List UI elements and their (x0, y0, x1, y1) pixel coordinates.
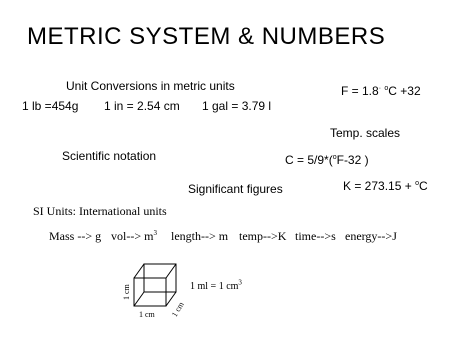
si-length: length--> m (171, 229, 229, 243)
cube-depth-label: 1 cm (170, 300, 186, 319)
scientific-notation-heading: Scientific notation (62, 149, 157, 163)
si-mass: Mass --> g (49, 229, 102, 243)
fahrenheit-formula: F = 1.8· $^o$C +32 (341, 84, 421, 98)
celsius-formula: C = 5/9*($^o$F-32 ) (285, 153, 369, 167)
conversion-in: 1 in = 2.54 cm (104, 99, 180, 113)
page-title: METRIC SYSTEM & NUMBERS (27, 23, 386, 50)
temp-scales-heading: Temp. scales (330, 126, 401, 140)
si-temp: temp-->K (239, 229, 287, 243)
conversion-lb: 1 lb =454g (22, 99, 79, 113)
ml-equivalence: 1 ml = 1 $cm^3$ (190, 278, 242, 292)
si-units-heading: SI Units: International units (33, 204, 167, 218)
unit-conversions-heading: Unit Conversions in metric units (66, 79, 235, 93)
cube-height-label: 1 cm (122, 284, 131, 300)
si-time: time-->s (295, 229, 336, 243)
cube-diagram (124, 262, 194, 322)
cube-width-label: 1 cm (139, 310, 155, 319)
si-volume: $vol--> m^3$ (111, 229, 157, 243)
si-energy: energy-->J (345, 229, 397, 243)
kelvin-formula: K = 273.15 + $^o$C (343, 179, 428, 193)
significant-figures-heading: Significant figures (188, 182, 283, 196)
conversion-gal: 1 gal = 3.79 l (202, 99, 272, 113)
